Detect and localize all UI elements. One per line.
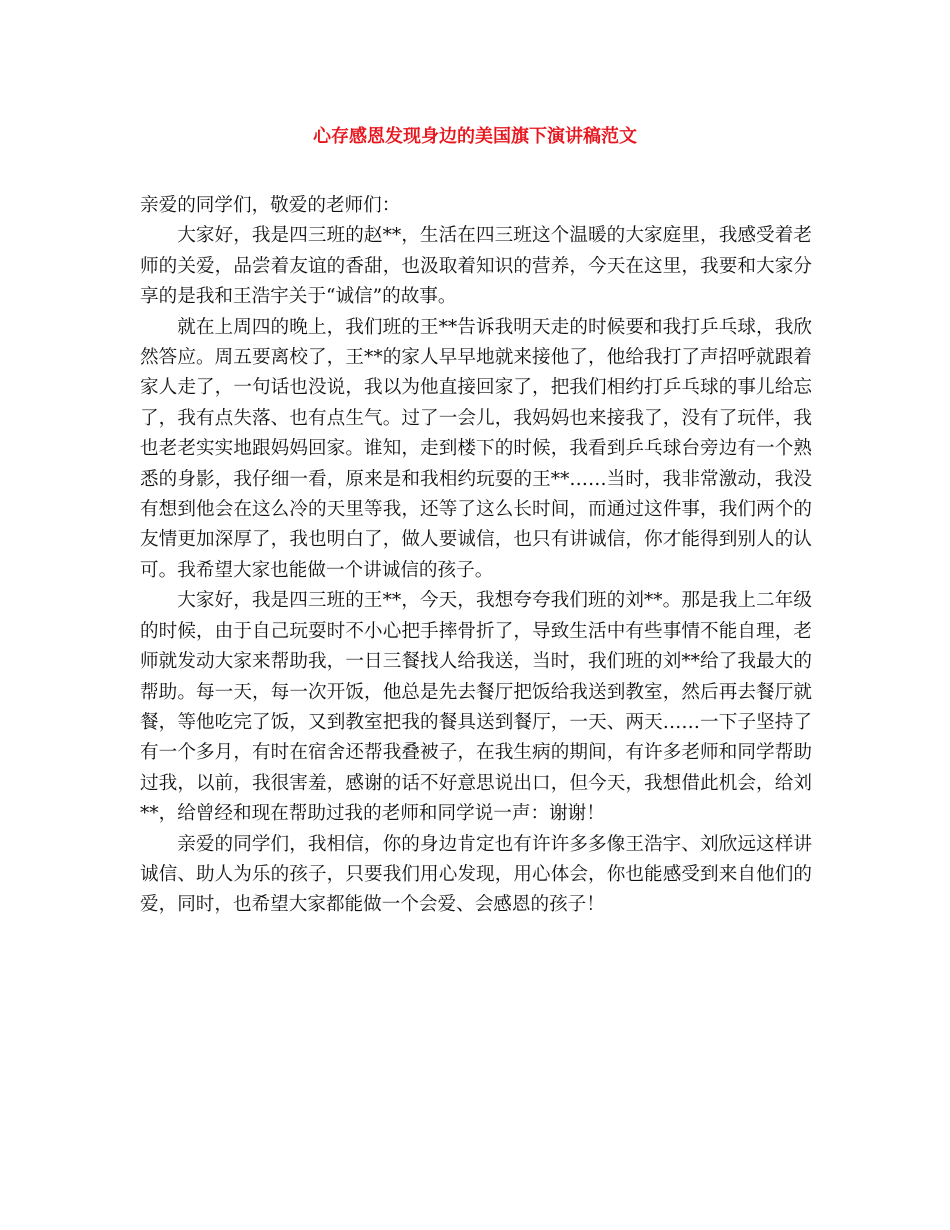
paragraph-2: 就在上周四的晚上，我们班的王**告诉我明天走的时候要和我打乒乓球，我欣然答应。周五要离校了，王**的家人早早地就来接他了，他给我打了声招呼就跟着家人走了，一句话也没说，我以为他直接回家了，把我们相约打乒乓球的事儿给忘了，我有点失落、也有点生气。过了一会儿，我妈妈也来接我了，没有了玩伴，我也老老实实地跟妈妈回家。谁知，走到楼下的时候，我看到乒乓球台旁边有一个熟悉的身影，我仔细一看，原来是和我相约玩耍的王**……当时，我非常激动，我没有想到他会在这么冷的天里等我，还等了这么长时间，而通过这件事，我们两个的友情更加深厚了，我也明白了，做人要诚信，也只有讲诚信，你才能得到别人的认可。我希望大家也能做一个讲诚信的孩子。 xyxy=(140,316,812,581)
document-body xyxy=(140,191,812,921)
paragraph-1: 大家好，我是四三班的赵**，生活在四三班这个温暖的大家庭里，我感受着老师的关爱，品尝着友谊的香甜，也汲取着知识的营养，今天在这里，我要和大家分享的是我和王浩宇关于“诚信”的故事。 xyxy=(140,225,812,308)
document-title: 心存感恩发现身边的美国旗下演讲稿范文 xyxy=(313,126,637,147)
paragraph-4: 亲爱的同学们，我相信，你的身边肯定也有许许多多像王浩宇、刘欣远这样讲诚信、助人为乐的孩子，只要我们用心发现，用心体会，你也能感受到来自他们的爱，同时，也希望大家都能做一个会爱、会感恩的孩子！ xyxy=(140,833,812,916)
salutation: 亲爱的同学们，敬爱的老师们： xyxy=(140,195,401,216)
paragraph-3: 大家好，我是四三班的王**，今天，我想夸夸我们班的刘**。那是我上二年级的时候，由于自己玩耍时不小心把手摔骨折了，导致生活中有些事情不能自理，老师就发动大家来帮助我，一日三餐找人给我送，当时，我们班的刘**给了我最大的帮助。每一天，每一次开饭，他总是先去餐厅把饭给我送到教室，然后再去餐厅就餐，等他吃完了饭，又到教室把我的餐具送到餐厅，一天、两天……一下子坚持了有一个多月，有时在宿舍还帮我叠被子，在我生病的期间，有许多老师和同学帮助过我，以前，我很害羞，感谢的话不好意思说出口，但今天，我想借此机会，给刘**，给曾经和现在帮助过我的老师和同学说一声：谢谢！ xyxy=(140,590,812,825)
